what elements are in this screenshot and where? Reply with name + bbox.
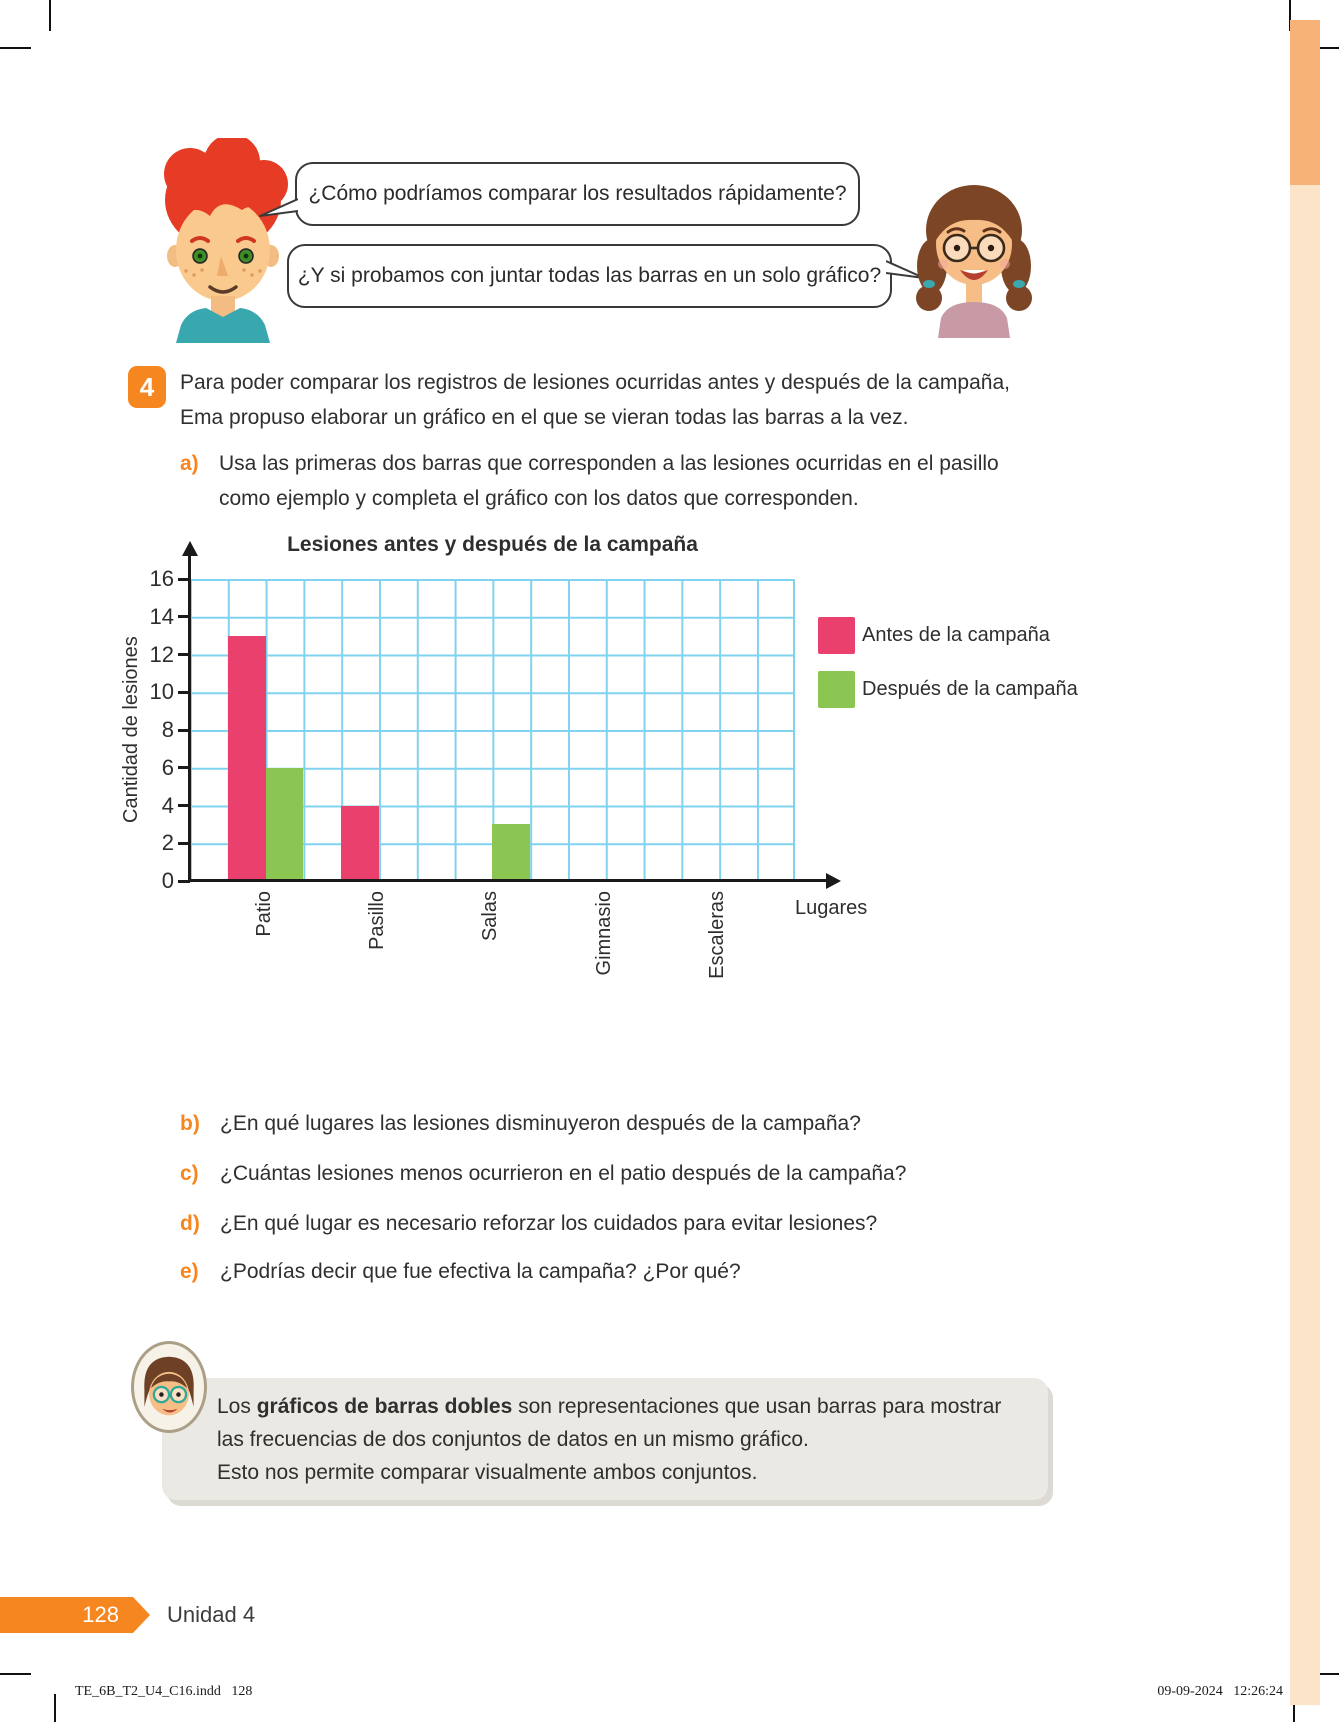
x-category-label-patio: Patio — [252, 891, 275, 937]
y-tick-mark — [178, 842, 190, 845]
y-tick-mark — [178, 615, 190, 618]
speech-bubble-boy-text: ¿Cómo podríamos comparar los resultados rápidamente? — [308, 182, 847, 205]
print-file-info: TE_6B_T2_U4_C16.indd 128 — [75, 1684, 253, 1699]
x-category-label-escaleras: Escaleras — [706, 891, 729, 979]
bar-salas-despues — [492, 824, 530, 881]
y-tick-label: 6 — [161, 754, 174, 780]
page-edge-strip-dark — [1290, 20, 1320, 185]
item-a-line2: como ejemplo y completa el gráfico con los datos que corresponden. — [219, 487, 859, 510]
print-timestamp: 09-09-2024 12:26:24 — [1157, 1684, 1283, 1699]
y-tick-label: 16 — [149, 566, 174, 591]
y-tick-label: 0 — [161, 868, 174, 893]
item-c-label: c) — [180, 1162, 199, 1185]
item-b-text: ¿En qué lugares las lesiones disminuyeron después de la campaña? — [220, 1112, 861, 1135]
x-category-label-pasillo: Pasillo — [366, 891, 388, 950]
item-b-label: b) — [180, 1112, 200, 1135]
item-d-label: d) — [180, 1212, 200, 1235]
y-tick-label: 10 — [149, 679, 174, 705]
crop-mark — [0, 47, 31, 49]
item-c-text: ¿Cuántas lesiones menos ocurrieron en el patio después de la campaña? — [220, 1162, 907, 1185]
definition-line1: Los gráficos de barras dobles son representaciones que usan barras para mostrar — [217, 1395, 1002, 1418]
y-tick-label: 2 — [161, 830, 174, 856]
item-e-text: ¿Podrías decir que fue efectiva la campaña? ¿Por qué? — [220, 1260, 741, 1283]
boy-character-illustration — [148, 138, 298, 343]
speech-bubble-girl — [287, 244, 892, 308]
crop-mark — [54, 1694, 56, 1722]
y-tick-mark — [178, 766, 190, 769]
page-number-badge: 128 — [0, 1597, 133, 1633]
crop-mark — [49, 0, 51, 31]
definition-text — [217, 1390, 1001, 1489]
speech-bubble-boy — [295, 162, 860, 226]
unit-label: Unidad 4 — [167, 1602, 256, 1627]
speech-bubble-girl-text: ¿Y si probamos con juntar todas las barras en un solo gráfico? — [297, 264, 882, 287]
y-tick-mark — [178, 578, 190, 581]
legend-label-antes: Antes de la campaña — [862, 624, 1050, 646]
speech-bubble-boy-tail — [258, 196, 298, 222]
page-edge-strip-light — [1290, 185, 1320, 1705]
legend-swatch-antes — [818, 617, 855, 654]
y-tick-label: 12 — [149, 641, 174, 667]
x-axis-line — [188, 879, 828, 882]
x-axis-arrow-icon — [826, 873, 841, 889]
girl-avatar — [131, 1341, 207, 1433]
plot-area — [190, 579, 795, 881]
bar-pasillo-antes — [341, 806, 379, 882]
page-number-arrow-icon — [133, 1597, 150, 1633]
y-tick-mark — [178, 653, 190, 656]
y-axis-line — [188, 554, 191, 882]
y-tick-mark — [178, 729, 190, 732]
y-axis-label: Cantidad de lesiones — [120, 636, 142, 824]
girl-character-illustration — [912, 158, 1037, 338]
y-tick-label: 14 — [149, 603, 174, 629]
definition-line2: las frecuencias de dos conjuntos de datos en un mismo gráfico. — [217, 1428, 809, 1451]
y-tick-mark — [178, 691, 190, 694]
definition-line3: Esto nos permite comparar visualmente ambos conjuntos. — [217, 1461, 758, 1484]
x-category-label-salas: Salas — [479, 891, 502, 942]
y-tick-mark — [178, 880, 190, 883]
exercise-number-badge: 4 — [128, 366, 166, 408]
exercise-text-line1: Para poder comparar los registros de lesiones ocurridas antes y después de la campaña, — [180, 371, 1010, 394]
legend-swatch-despues — [818, 671, 855, 708]
legend-label-despues: Después de la campaña — [862, 678, 1078, 700]
x-category-label-gimnasio: Gimnasio — [592, 891, 615, 976]
y-tick-label: 4 — [161, 792, 174, 818]
bar-patio-antes — [228, 636, 266, 881]
item-a-label: a) — [180, 452, 199, 475]
y-tick-label: 8 — [161, 717, 174, 742]
x-axis-label: Lugares — [795, 897, 868, 919]
item-d-text: ¿En qué lugar es necesario reforzar los cuidados para evitar lesiones? — [220, 1212, 878, 1235]
bar-patio-despues — [266, 768, 304, 881]
item-a-line1: Usa las primeras dos barras que corresponden a las lesiones ocurridas en el pasillo — [219, 452, 999, 475]
crop-mark — [0, 1673, 31, 1675]
exercise-text-line2: Ema propuso elaborar un gráfico en el que se vieran todas las barras a la vez. — [180, 406, 909, 429]
y-axis-arrow-icon — [182, 541, 198, 556]
chart-title: Lesiones antes y después de la campaña — [287, 533, 698, 556]
item-e-label: e) — [180, 1260, 199, 1283]
y-tick-mark — [178, 804, 190, 807]
